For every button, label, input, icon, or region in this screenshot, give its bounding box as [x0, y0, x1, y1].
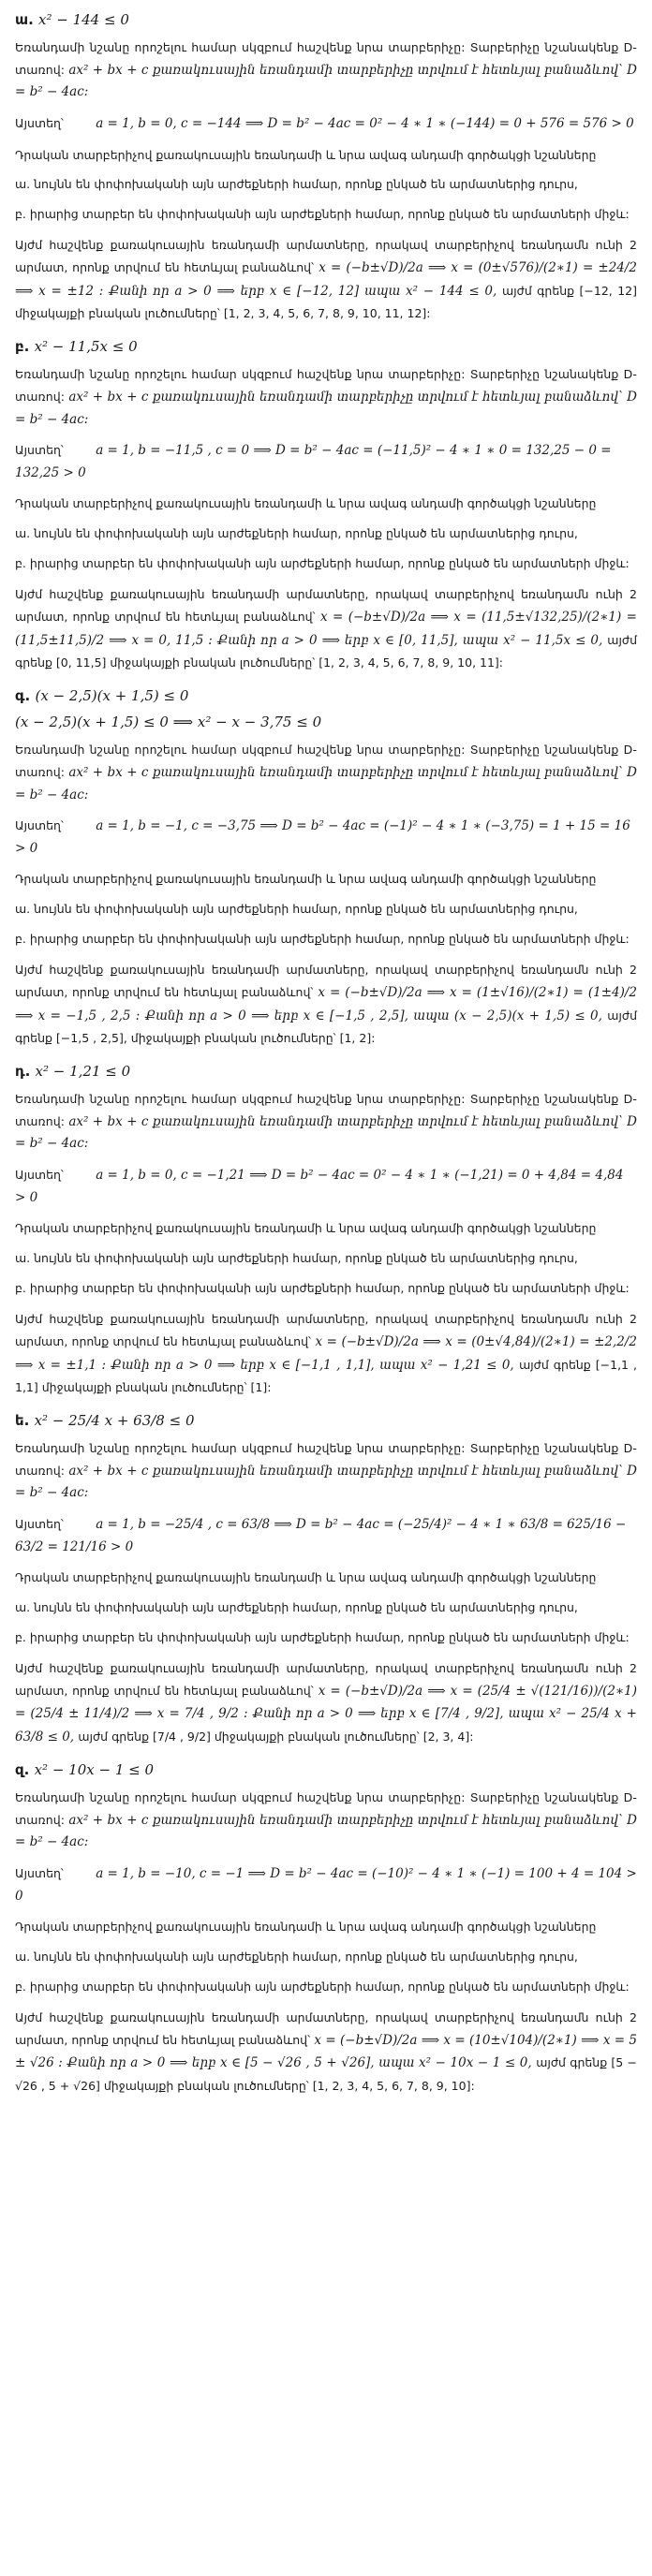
rule-case-a: ա. նույնն են փոփոխականի այն արժեքների համար, որոնք ընկած են արմատներից դուրս, — [15, 902, 578, 917]
conclusion-formula: x = (−b±√D)/2a ⟹ x = (0±√4,84)/(2∗1) = ±2,2/2 ⟹ x = ±1,1 : Քանի որ a > 0 ⟹ երբ x ∈ [−1,1 , 1,1], ապա x² − 1,21 ≤ 0, — [15, 1334, 637, 1373]
roots-conclusion — [15, 234, 637, 325]
exercise-section-b — [15, 338, 637, 674]
exercise-section-d — [15, 1063, 637, 1399]
intro-text: Եռանդամի նշանը որոշելու համար սկզբում հաշվենք նրա տարբերիչը: Տարբերիչը նշանակենք D-տառով: — [15, 1092, 637, 1128]
discriminant-intro — [15, 364, 637, 431]
intro-formula: ax² + bx + c քառակուսային եռանդամի տարբերիչը տրվում է հետևյալ բանաձևով՝ D = b² − 4ac: — [15, 1812, 637, 1850]
conclusion-text: Այժմ հաշվենք քառակուսային եռանդամի արմատները, որակավ տարբերիչով եռանդամն ունի 2 արմատ, որոնք տրվում են հետևյալ բանաձևով՝ — [15, 1311, 637, 1349]
intro-text: Եռանդամի նշանը որոշելու համար սկզբում հաշվենք նրա տարբերիչը: Տարբերիչը նշանակենք D-տառով: — [15, 40, 637, 77]
rule-statement: Դրական տարբերիչով քառակուսային եռանդամի և նրա ավագ անդամի գործակցի նշանները — [15, 496, 597, 511]
heading-letter: ե. — [15, 1412, 30, 1430]
rule-case-b: բ. իրարից տարբեր են փոփոխականի այն արժեքների համար, որոնք ընկած են արմատների միջև: — [15, 1281, 630, 1296]
exercise-heading — [15, 1063, 637, 1080]
intro-formula: ax² + bx + c քառակուսային եռանդամի տարբերիչը տրվում է հետևյալ բանաձևով՝ D = b² − 4ac: — [15, 62, 637, 100]
discriminant-equation: a = 1, b = −11,5 , c = 0 ⟹ D = b² − 4ac = (−11,5)² − 4 ∗ 1 ∗ 0 = 132,25 − 0 = 132,25 > 0 — [15, 443, 612, 480]
given-label: Այստեղ՝ — [15, 443, 64, 458]
expanded-expression — [15, 714, 637, 730]
heading-expression: (x − 2,5)(x + 1,5) ≤ 0 — [35, 687, 189, 705]
given-values — [15, 1863, 637, 1907]
conclusion-formula: x = (−b±√D)/2a ⟹ x = (25/4 ± √(121/16))/(2∗1) = (25/4 ± 11/4)/2 ⟹ x = 7/4 , 9/2 : Քանի որ a > 0 ⟹ երբ x ∈ [7/4 , 9/2], ապա x² − 25/4 x + 63/8 ≤ 0, — [15, 1684, 638, 1744]
rule-statement: Դրական տարբերիչով քառակուսային եռանդամի և նրա ավագ անդամի գործակցի նշանները — [15, 147, 597, 162]
heading-expression: x² − 144 ≤ 0 — [38, 11, 129, 28]
natural-solutions-answer: այժմ գրենք [5 − √26 , 5 + √26] միջակայքի բնական լուծումները՝ [1, 2, 3, 4, 5, 6, 7, 8, 9, 10]: — [15, 2055, 637, 2093]
exercise-section-a — [15, 11, 637, 325]
exercise-heading — [15, 11, 637, 28]
exercise-section-f — [15, 1761, 637, 2098]
rule-statement: Դրական տարբերիչով քառակուսային եռանդամի և նրա ավագ անդամի գործակցի նշանները — [15, 1221, 597, 1236]
conclusion-formula: x = (−b±√D)/2a ⟹ x = (11,5±√132,25)/(2∗1) = (11,5±11,5)/2 ⟹ x = 0, 11,5 : Քանի որ a > 0 ⟹ երբ x ∈ [0, 11,5], ապա x² − 11,5x ≤ 0, — [15, 610, 637, 648]
conclusion-text: Այժմ հաշվենք քառակուսային եռանդամի արմատները, որակավ տարբերիչով եռանդամն ունի 2 արմատ, որոնք տրվում են հետևյալ բանաձևով՝ — [15, 587, 637, 625]
natural-solutions-answer: այժմ գրենք [7/4 , 9/2] միջակայքի բնական լուծումները՝ [2, 3, 4]: — [78, 1729, 474, 1744]
given-label: Այստեղ՝ — [15, 1865, 64, 1880]
intro-formula: ax² + bx + c քառակուսային եռանդամի տարբերիչը տրվում է հետևյալ բանաձևով՝ D = b² − 4ac: — [15, 764, 637, 802]
discriminant-equation: a = 1, b = −1, c = −3,75 ⟹ D = b² − 4ac = (−1)² − 4 ∗ 1 ∗ (−3,75) = 1 + 15 = 16 > 0 — [15, 818, 630, 856]
rule-case-a: ա. նույնն են փոփոխականի այն արժեքների համար, որոնք ընկած են արմատներից դուրս, — [15, 1251, 578, 1266]
natural-solutions-answer: այժմ գրենք [−1,5 , 2,5], միջակայքի բնական լուծումները՝ [1, 2]: — [15, 1008, 638, 1045]
heading-letter: ա. — [15, 11, 34, 28]
rule-case-b: բ. իրարից տարբեր են փոփոխականի այն արժեքների համար, որոնք ընկած են արմատների միջև: — [15, 932, 630, 947]
heading-expression: x² − 11,5x ≤ 0 — [34, 338, 138, 356]
conclusion-text: Այժմ հաշվենք քառակուսային եռանդամի արմատները, որակավ տարբերիչով եռանդամն ունի 2 արմատ, որոնք տրվում են հետևյալ բանաձևով՝ — [15, 1660, 637, 1699]
exercise-heading — [15, 1761, 637, 1778]
rule-case-b: բ. իրարից տարբեր են փոփոխականի այն արժեքների համար, որոնք ընկած են արմատների միջև: — [15, 556, 630, 571]
heading-expression: x² − 25/4 x + 63/8 ≤ 0 — [34, 1412, 195, 1430]
conclusion-text: Այժմ հաշվենք քառակուսային եռանդամի արմատները, որակավ տարբերիչով եռանդամն ունի 2 արմատ, որոնք տրվում են հետևյալ բանաձևով՝ — [15, 238, 637, 275]
natural-solutions-answer: այժմ գրենք [0, 11,5] միջակայքի բնական լուծումները՝ [1, 2, 3, 4, 5, 6, 7, 8, 9, 10, 11]: — [15, 632, 637, 670]
rule-case-b: բ. իրարից տարբեր են փոփոխականի այն արժեքների համար, որոնք ընկած են արմատների միջև: — [15, 207, 630, 222]
given-label: Այստեղ՝ — [15, 818, 64, 833]
rule-case-a: ա. նույնն են փոփոխականի այն արժեքների համար, որոնք ընկած են արմատներից դուրս, — [15, 177, 578, 192]
exercise-heading — [15, 687, 637, 704]
conclusion-formula: x = (−b±√D)/2a ⟹ x = (0±√576)/(2∗1) = ±24/2 ⟹ x = ±12 : Քանի որ a > 0 ⟹ երբ x ∈ [−12, 12] ապա x² − 144 ≤ 0, — [15, 260, 638, 299]
exercise-heading — [15, 1412, 637, 1429]
heading-letter: գ. — [15, 687, 31, 705]
discriminant-intro — [15, 740, 637, 806]
exercise-section-e — [15, 1412, 637, 1748]
discriminant-equation: a = 1, b = −25/4 , c = 63/8 ⟹ D = b² − 4ac = (−25/4)² − 4 ∗ 1 ∗ 63/8 = 625/16 − 63/2 = 121/16 > 0 — [15, 1517, 627, 1554]
rule-statement: Դրական տարբերիչով քառակուսային եռանդամի և նրա ավագ անդամի գործակցի նշանները — [15, 872, 597, 887]
conclusion-text: Այժմ հաշվենք քառակուսային եռանդամի արմատները, որակավ տարբերիչով եռանդամն ունի 2 արմատ, որոնք տրվում են հետևյալ բանաձևով՝ — [15, 2009, 637, 2048]
roots-conclusion — [15, 1308, 637, 1399]
given-values — [15, 1514, 637, 1558]
given-values — [15, 113, 637, 136]
discriminant-equation: a = 1, b = 0, c = −1,21 ⟹ D = b² − 4ac = 0² − 4 ∗ 1 ∗ (−1,21) = 0 + 4,84 = 4,84 > 0 — [15, 1168, 624, 1205]
discriminant-intro — [15, 37, 637, 104]
roots-conclusion — [15, 959, 637, 1050]
given-values — [15, 440, 637, 484]
heading-letter: դ. — [15, 1063, 31, 1081]
intro-text: Եռանդամի նշանը որոշելու համար սկզբում հաշվենք նրա տարբերիչը: Տարբերիչը նշանակենք D-տառով: — [15, 743, 637, 779]
roots-conclusion — [15, 2007, 637, 2098]
discriminant-intro — [15, 1438, 637, 1505]
natural-solutions-answer: այժմ գրենք [−12, 12] միջակայքի բնական լուծումները՝ [1, 2, 3, 4, 5, 6, 7, 8, 9, 10, 11, 12]: — [15, 283, 637, 321]
heading-expression: x² − 1,21 ≤ 0 — [35, 1063, 131, 1081]
intro-text: Եռանդամի նշանը որոշելու համար սկզբում հաշվենք նրա տարբերիչը: Տարբերիչը նշանակենք D-տառով: — [15, 367, 637, 404]
exercise-section-c — [15, 687, 637, 1050]
given-values — [15, 816, 637, 860]
heading-letter: զ. — [15, 1761, 30, 1779]
rule-case-a: ա. նույնն են փոփոխականի այն արժեքների համար, որոնք ընկած են արմատներից դուրս, — [15, 526, 578, 541]
conclusion-formula: x = (−b±√D)/2a ⟹ x = (10±√104)/(2∗1) ⟹ x = 5 ± √26 : Քանի որ a > 0 ⟹ երբ x ∈ [5 − √26 , 5 + √26], ապա x² − 10x − 1 ≤ 0, — [15, 2033, 638, 2071]
exercise-heading — [15, 338, 637, 355]
intro-formula: ax² + bx + c քառակուսային եռանդամի տարբերիչը տրվում է հետևյալ բանաձևով՝ D = b² − 4ac: — [15, 1463, 637, 1501]
given-label: Այստեղ՝ — [15, 1517, 64, 1531]
roots-conclusion — [15, 583, 637, 674]
discriminant-intro — [15, 1788, 637, 1854]
given-label: Այստեղ՝ — [15, 115, 64, 130]
discriminant-equation: a = 1, b = −10, c = −1 ⟹ D = b² − 4ac = (−10)² − 4 ∗ 1 ∗ (−1) = 100 + 4 = 104 > 0 — [15, 1865, 637, 1904]
rule-case-b: բ. իրարից տարբեր են փոփոխականի այն արժեքների համար, որոնք ընկած են արմատների միջև: — [15, 1979, 630, 1994]
heading-expression: x² − 10x − 1 ≤ 0 — [34, 1761, 155, 1779]
discriminant-equation: a = 1, b = 0, c = −144 ⟹ D = b² − 4ac = 0² − 4 ∗ 1 ∗ (−144) = 0 + 576 = 576 > 0 — [96, 115, 634, 131]
roots-conclusion — [15, 1657, 637, 1748]
heading-letter: բ. — [15, 338, 30, 356]
discriminant-intro — [15, 1089, 637, 1156]
conclusion-text: Այժմ հաշվենք քառակուսային եռանդամի արմատները, որակավ տարբերիչով եռանդամն ունի 2 արմատ, որոնք տրվում են հետևյալ բանաձևով՝ — [15, 963, 637, 1000]
intro-formula: ax² + bx + c քառակուսային եռանդամի տարբերիչը տրվում է հետևյալ բանաձևով՝ D = b² − 4ac: — [15, 389, 637, 427]
intro-text: Եռանդամի նշանը որոշելու համար սկզբում հաշվենք նրա տարբերիչը: Տարբերիչը նշանակենք D-տառով: — [15, 1441, 637, 1478]
rule-case-a: ա. նույնն են փոփոխականի այն արժեքների համար, որոնք ընկած են արմատներից դուրս, — [15, 1600, 578, 1615]
rule-statement: Դրական տարբերիչով քառակուսային եռանդամի և նրա ավագ անդամի գործակցի նշանները — [15, 1920, 597, 1935]
rule-case-b: բ. իրարից տարբեր են փոփոխականի այն արժեքների համար, որոնք ընկած են արմատների միջև: — [15, 1630, 630, 1644]
given-values — [15, 1165, 637, 1209]
intro-text: Եռանդամի նշանը որոշելու համար սկզբում հաշվենք նրա տարբերիչը: Տարբերիչը նշանակենք D-տառով: — [15, 1790, 637, 1827]
rule-case-a: ա. նույնն են փոփոխականի այն արժեքների համար, որոնք ընկած են արմատներից դուրս, — [15, 1950, 578, 1965]
rule-statement: Դրական տարբերիչով քառակուսային եռանդամի և նրա ավագ անդամի գործակցի նշանները — [15, 1570, 597, 1585]
natural-solutions-answer: այժմ գրենք [−1,1 , 1,1] միջակայքի բնական լուծումները՝ [1]: — [15, 1357, 638, 1394]
given-label: Այստեղ՝ — [15, 1168, 64, 1183]
intro-formula: ax² + bx + c քառակուսային եռանդամի տարբերիչը տրվում է հետևյալ բանաձևով՝ D = b² − 4ac: — [15, 1113, 637, 1152]
conclusion-formula: x = (−b±√D)/2a ⟹ x = (1±√16)/(2∗1) = (1±4)/2 ⟹ x = −1,5 , 2,5 : Քանի որ a > 0 ⟹ երբ x ∈ [−1,5 , 2,5], ապա (x − 2,5)(x + 1,5) ≤ 0, — [15, 985, 637, 1023]
expansion-line: (x − 2,5)(x + 1,5) ≤ 0 ⟹ x² − x − 3,75 ≤ 0 — [15, 714, 322, 731]
